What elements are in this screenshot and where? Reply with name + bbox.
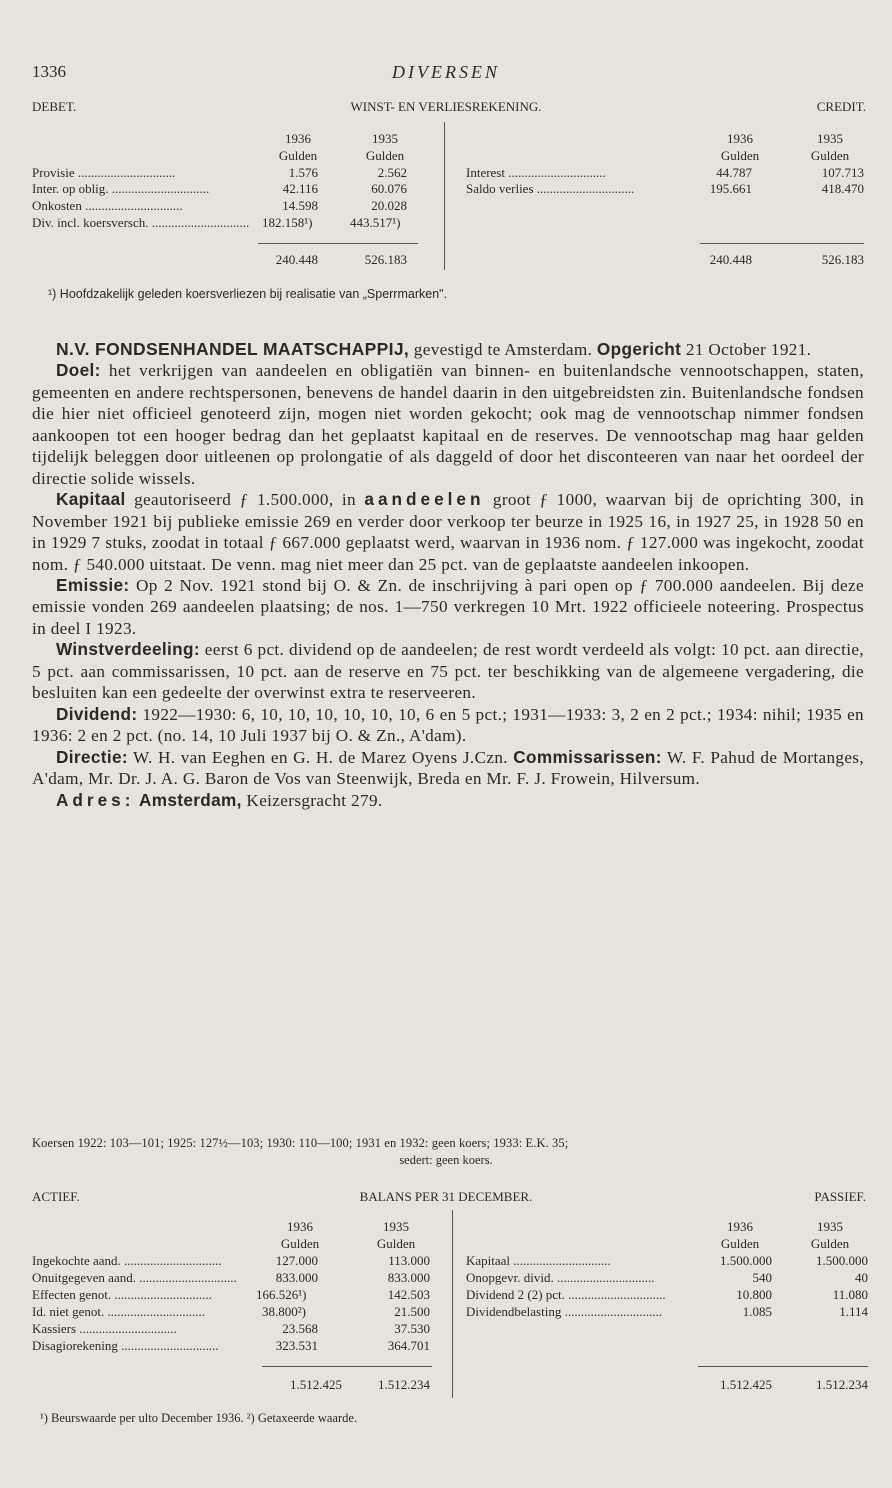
table-cell: 60.076 [371, 181, 407, 196]
koersen-line: Koersen 1922: 103—101; 1925: 127½—103; 1930: 110—100; 1931 en 1932: geen koers; 1933: E.K. 35; [32, 1136, 569, 1150]
table-cell: 21.500 [394, 1304, 430, 1319]
total-rule [700, 243, 864, 244]
footnote: ¹) Beurswaarde per ulto December 1936. ²) Getaxeerde waarde. [40, 1411, 358, 1425]
total-cell: 240.448 [709, 252, 752, 267]
unit-header: Gulden [376, 1236, 416, 1251]
table-cell: 113.000 [388, 1253, 430, 1268]
koersen-line: sedert: geen koers. [399, 1153, 493, 1167]
table-row-label: Effecten genot. .............................. [32, 1288, 212, 1302]
total-cell: 526.183 [821, 252, 864, 267]
table-row-label: Id. niet genot. .............................. [32, 1305, 205, 1319]
dividend-text: 1922—1930: 6, 10, 10, 10, 10, 10, 10, 6 en 5 pct.; 1931—1933: 3, 2 en 2 pct.; 1934: nihil; 1935 en 1936: 2 en 2 pct. (no. 14, 10 Juli 1937 bij O. & Zn., A'dam). [32, 704, 864, 746]
year-header-1935: 1935 [817, 1219, 843, 1234]
table-cell: 364.701 [387, 1338, 430, 1353]
table-cell: 44.787 [716, 165, 752, 180]
table-row-label: Saldo verlies .............................. [466, 182, 635, 196]
company-name: N.V. FONDSENHANDEL MAATSCHAPPIJ, [56, 339, 410, 359]
unit-header: Gulden [810, 148, 850, 163]
table-cell: 833.000 [387, 1270, 430, 1285]
table-cell: 540 [752, 1270, 772, 1285]
adres-label: Adres: [56, 789, 135, 810]
year-header-1935: 1935 [372, 131, 398, 146]
total-rule [258, 243, 418, 244]
dividend-label: Dividend: [56, 703, 138, 724]
directie-text: W. H. van Eeghen en G. H. de Marez Oyens J.Czn. [127, 747, 514, 767]
table-cell: 418.470 [821, 181, 864, 196]
year-header-1936: 1936 [727, 131, 753, 146]
table-row-label: Onopgevr. divid. .............................. [466, 1271, 655, 1285]
year-header-1935: 1935 [383, 1219, 409, 1234]
table-cell: 40 [855, 1270, 868, 1285]
directie-label: Directie: [56, 746, 128, 767]
balans-title: BALANS PER 31 DECEMBER. [359, 1189, 533, 1204]
table-row-label: Ingekochte aand. .............................. [32, 1254, 222, 1268]
adres-city: Amsterdam, [134, 789, 242, 810]
table-row-label: Onkosten .............................. [32, 199, 183, 213]
total-rule [698, 1366, 868, 1367]
emissie-text: Op 2 Nov. 1921 stond bij O. & Zn. de inschrijving à pari open op ƒ 700.000 aandeelen. Bij deze emissie vonden 269 aandeelen plaatsing; de nos. 1—750 verkregen 10 Mrt. 1922 officieele noteering. Prospectus in deel I 1923. [32, 575, 864, 638]
kapitaal-text: geautoriseerd ƒ 1.500.000, in [125, 490, 365, 510]
table-cell: 1.576 [288, 165, 318, 180]
doel-text: het verkrijgen van aandeelen en obligatiën van binnen- en buitenlandsche vennootschappen, staten, gemeenten en andere rechtspersonen, benevens de handel daarin in den uitgebreidsten zin. Buitenlandsche fondsen die hier niet officieel genoteerd zijn, mogen niet worden gekocht; ook mag de vennootschap nimmer fondsen aankoopen tot een hooger bedrag dan het geplaatst kapitaal en de reserves. De vennootschap mag haar gelden tijdelijk beleggen door uitleenen op prolongatie of als daggeld of door het disconteeren van naar het oordeel der directie solide wissels. [32, 361, 864, 488]
table-row-label: Interest .............................. [466, 166, 606, 180]
adres-street: Keizersgracht 279. [241, 790, 383, 810]
company-description [32, 339, 864, 811]
table-cell: 1.500.000 [720, 1253, 772, 1268]
unit-header: Gulden [720, 148, 760, 163]
table-row-label: Kassiers .............................. [32, 1322, 177, 1336]
column-divider [452, 1210, 453, 1398]
passief-label: PASSIEF. [814, 1189, 866, 1204]
page-number: 1336 [32, 62, 66, 81]
table-cell: 182.158¹) [262, 215, 313, 230]
section-adres [32, 790, 864, 811]
commissarissen-text: W. F. Pahud de Mortanges, A'dam, Mr. Dr. J. A. G. Baron de Vos van Steenwijk, Breda en Mr. F. J. Frowein, Hilversum. [32, 747, 864, 789]
table-cell: 323.531 [275, 1338, 318, 1353]
credit-label: CREDIT. [816, 99, 866, 114]
emissie-label: Emissie: [56, 574, 130, 595]
founded-label: Opgericht [596, 339, 682, 359]
section-dividend [32, 704, 864, 747]
year-header-1936: 1936 [285, 131, 311, 146]
total-cell: 1.512.234 [816, 1377, 868, 1392]
section-directie [32, 747, 864, 790]
section-kapitaal [32, 489, 864, 575]
table-cell: 833.000 [275, 1270, 318, 1285]
table-cell: 37.530 [394, 1321, 430, 1336]
unit-header: Gulden [810, 1236, 850, 1251]
table-cell: 20.028 [371, 198, 407, 213]
total-cell: 526.183 [364, 252, 407, 267]
table-cell: 23.568 [282, 1321, 318, 1336]
winst-title: WINST- EN VERLIESREKENING. [350, 99, 542, 114]
table-row-label: Dividend 2 (2) pct. .............................. [466, 1288, 666, 1302]
table-cell: 195.661 [709, 181, 752, 196]
table-cell: 107.713 [821, 165, 864, 180]
kapitaal-label: Kapitaal [56, 489, 126, 510]
commissarissen-label: Commissarissen: [513, 746, 662, 767]
section-emissie [32, 575, 864, 639]
footnote: ¹) Hoofdzakelijk geleden koersverliezen bij realisatie van „Sperrmarken". [48, 287, 448, 301]
kapitaal-spaced: aandeelen [364, 489, 485, 510]
table-cell: 2.562 [377, 165, 407, 180]
doel-label: Doel: [56, 360, 101, 381]
founded-date: 21 October 1921. [685, 340, 812, 359]
year-header-1936: 1936 [727, 1219, 753, 1234]
total-cell: 1.512.425 [720, 1377, 772, 1392]
table-cell: 11.080 [832, 1287, 868, 1302]
table-cell: 14.598 [282, 198, 318, 213]
company-header [32, 339, 864, 360]
actief-label: ACTIEF. [32, 1189, 80, 1204]
unit-header: Gulden [278, 148, 318, 163]
table-row-label: Kapitaal .............................. [466, 1254, 611, 1268]
total-cell: 240.448 [275, 252, 318, 267]
company-seat: gevestigd te Amsterdam. [409, 340, 597, 359]
section-doel [32, 360, 864, 489]
column-divider [444, 122, 445, 270]
unit-header: Gulden [365, 148, 405, 163]
table-row-label: Disagiorekening .............................. [32, 1339, 219, 1353]
section-winstverdeeling [32, 639, 864, 703]
table-cell: 142.503 [387, 1287, 430, 1302]
table-cell: 127.000 [275, 1253, 318, 1268]
table-cell: 166.526¹) [256, 1287, 307, 1302]
debet-label: DEBET. [32, 99, 77, 114]
unit-header: Gulden [720, 1236, 760, 1251]
table-cell: 42.116 [282, 181, 318, 196]
table-cell: 38.800²) [262, 1304, 306, 1319]
table-row-label: Div. incl. koersversch. .............................. [32, 216, 250, 230]
total-rule [262, 1366, 432, 1367]
table-cell: 1.500.000 [816, 1253, 868, 1268]
unit-header: Gulden [280, 1236, 320, 1251]
table-row-label: Dividendbelasting .............................. [466, 1305, 663, 1319]
table-cell: 443.517¹) [350, 215, 401, 230]
total-cell: 1.512.234 [378, 1377, 430, 1392]
kapitaal-text: groot ƒ 1000, waarvan bij de oprichting 300, in November 1921 bij publieke emissie 269 en verder door verkoop ter beurze in 1925 16, in 1927 25, in 1928 50 en in 1929 7 stuks, zoodat in totaal ƒ 667.000 geplaatst werd, waarvan in 1936 nom. ƒ 127.000 was ingekocht, zoodat nom. ƒ 540.000 uitstaat. De venn. mag niet meer dan 25 pct. van de geplaatste aandeelen inkoopen. [32, 490, 865, 574]
winstverdeeling-label: Winstverdeeling: [56, 639, 200, 660]
table-cell: 1.114 [839, 1304, 868, 1319]
year-header-1936: 1936 [287, 1219, 313, 1234]
table-cell: 1.085 [742, 1304, 772, 1319]
table-row-label: Inter. op oblig. .............................. [32, 182, 210, 196]
table-row-label: Onuitgegeven aand. .............................. [32, 1271, 237, 1285]
running-title: DIVERSEN [392, 62, 500, 82]
year-header-1935: 1935 [817, 131, 843, 146]
winstverdeeling-text: eerst 6 pct. dividend op de aandeelen; de rest wordt verdeeld als volgt: 10 pct. aan directie, 5 pct. aan commissarissen, 10 pct. aan de reserve en 75 pct. ter beschikking van de algemeene vergadering, die besluiten kan een gedeelte der overwinst extra te reserveeren. [32, 640, 864, 703]
total-cell: 1.512.425 [290, 1377, 342, 1392]
table-row-label: Provisie .............................. [32, 166, 176, 180]
table-cell: 10.800 [736, 1287, 772, 1302]
